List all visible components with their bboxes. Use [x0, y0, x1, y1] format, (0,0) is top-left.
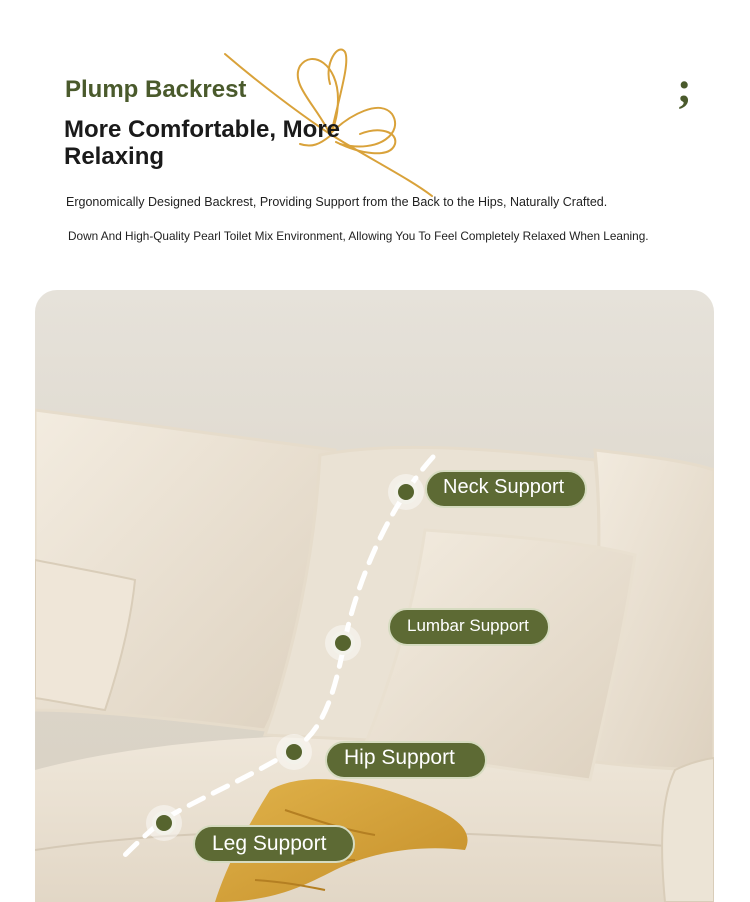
lumbar-support-dot — [331, 631, 355, 655]
neck-support-dot — [394, 480, 418, 504]
section-title: More Comfortable, More Relaxing — [64, 116, 341, 170]
leg-support-dot — [152, 811, 176, 835]
sofa-photo — [35, 290, 714, 902]
description-line-1: Ergonomically Designed Backrest, Providing Support from the Back to the Hips, Naturally Crafted. — [66, 195, 608, 209]
description-line-2: Down And High-Quality Pearl Toilet Mix Environment, Allowing You To Feel Completely Relaxed When Leaning. — [68, 229, 649, 243]
sofa-illustration — [35, 290, 714, 902]
header-section — [0, 0, 750, 290]
hip-support-label: Hip Support — [344, 746, 455, 769]
leg-support-label: Leg Support — [212, 832, 327, 855]
section-subtitle: Plump Backrest — [65, 76, 247, 103]
lumbar-support-label: Lumbar Support — [407, 616, 529, 635]
decorative-mark: ; — [677, 63, 692, 112]
hip-support-dot — [282, 740, 306, 764]
neck-support-label: Neck Support — [443, 476, 565, 498]
